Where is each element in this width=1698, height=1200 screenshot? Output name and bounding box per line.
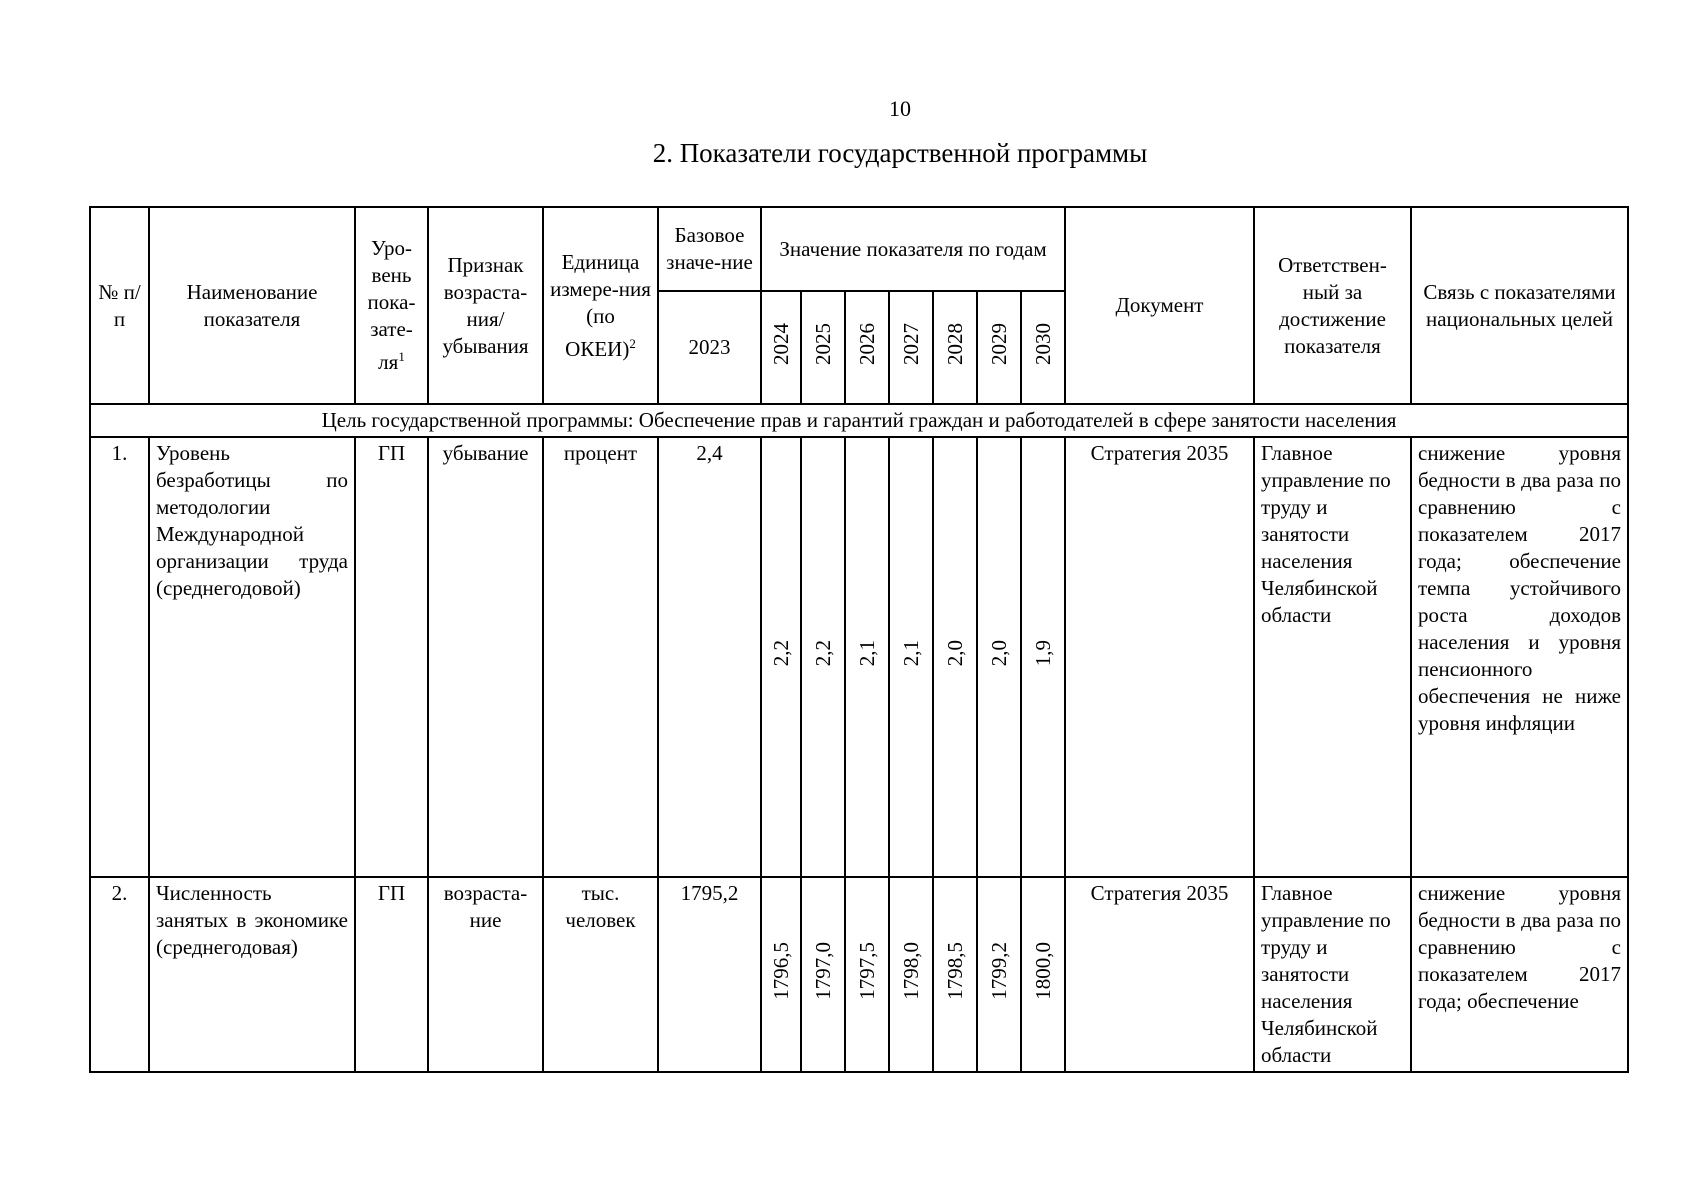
value-text: 1,9 (1030, 640, 1055, 667)
header-num: № п/п (90, 207, 149, 404)
value-text: 2,0 (942, 640, 967, 667)
row-value-2029 (977, 877, 1021, 1072)
table-row (90, 437, 1628, 877)
value-text: 1796,5 (768, 942, 793, 1000)
row-level: ГП (355, 877, 428, 1072)
header-year-label: 2026 (854, 323, 879, 365)
value-text: 2,1 (854, 640, 879, 667)
row-name: Численность занятых в экономике (среднегодовая) (149, 877, 355, 1072)
header-year-label: 2025 (810, 323, 835, 365)
header-year-label: 2029 (986, 323, 1011, 365)
header-link: Связь с показателями национальных целей (1411, 207, 1628, 404)
row-document: Стратегия 2035 (1065, 877, 1254, 1072)
row-trend: убывание (428, 437, 543, 877)
value-text: 1797,5 (854, 942, 879, 1000)
value-text: 1800,0 (1030, 942, 1055, 1000)
value-text: 2,0 (986, 640, 1011, 667)
row-unit: процент (543, 437, 658, 877)
header-level-text: Уро-вень пока-зате-ля (367, 236, 416, 374)
header-year-label: 2027 (898, 323, 923, 365)
table-row (90, 877, 1628, 1072)
value-text: 2,1 (898, 640, 923, 667)
header-year-2030 (1021, 291, 1065, 404)
row-value-2025 (801, 437, 845, 877)
row-value-2027 (889, 877, 933, 1072)
row-document: Стратегия 2035 (1065, 437, 1254, 877)
header-responsible: Ответствен-ный за достижение показателя (1254, 207, 1411, 404)
row-level: ГП (355, 437, 428, 877)
header-level (355, 207, 428, 404)
header-year-2024 (761, 291, 801, 404)
header-year-label: 2030 (1030, 323, 1055, 365)
row-unit: тыс. человек (543, 877, 658, 1072)
value-text: 1799,2 (986, 942, 1011, 1000)
header-document: Документ (1065, 207, 1254, 404)
header-base-year: 2023 (658, 291, 761, 404)
row-trend: возраста-ние (428, 877, 543, 1072)
row-responsible: Главное управление по труду и занятости населения Челябинской области (1254, 877, 1411, 1072)
row-value-2028 (933, 877, 977, 1072)
value-text: 1798,5 (942, 942, 967, 1000)
header-year-label: 2024 (768, 323, 793, 365)
row-value-2026 (845, 437, 889, 877)
header-year-2027 (889, 291, 933, 404)
value-text: 1798,0 (898, 942, 923, 1000)
row-num: 2. (90, 877, 149, 1072)
row-value-2030 (1021, 877, 1065, 1072)
program-goal: Цель государственной программы: Обеспечение прав и гарантий граждан и работодателей в сфере занятости населения (90, 404, 1628, 437)
header-level-note: 1 (398, 349, 405, 364)
header-year-2028 (933, 291, 977, 404)
header-year-2029 (977, 291, 1021, 404)
row-value-2024 (761, 877, 801, 1072)
row-value-2028 (933, 437, 977, 877)
row-value-2024 (761, 437, 801, 877)
header-year-label: 2028 (942, 323, 967, 365)
row-value-2027 (889, 437, 933, 877)
row-num: 1. (90, 437, 149, 877)
header-name: Наименование показателя (149, 207, 355, 404)
row-name: Уровень безработицы по методологии Международной организации труда (среднегодовой) (149, 437, 355, 877)
header-unit-text: Единица измере-ния (по ОКЕИ) (550, 249, 651, 361)
page-number: 10 (889, 96, 911, 121)
header-year-2025 (801, 291, 845, 404)
header-unit (543, 207, 658, 404)
row-base-value: 1795,2 (658, 877, 761, 1072)
header-unit-note: 2 (629, 335, 636, 351)
row-value-2029 (977, 437, 1021, 877)
row-link: снижение уровня бедности в два раза по сравнению с показателем 2017 года; обеспечение (1411, 877, 1628, 1072)
row-link: снижение уровня бедности в два раза по сравнению с показателем 2017 года; обеспечение темпа устойчивого роста доходов населения и уровня пенсионного обеспечения не ниже уровня инфляции (1411, 437, 1628, 877)
header-trend: Признак возраста-ния/ убывания (428, 207, 543, 404)
row-responsible: Главное управление по труду и занятости населения Челябинской области (1254, 437, 1411, 877)
section-title: 2. Показатели государственной программы (652, 138, 1148, 168)
value-text: 1797,0 (810, 942, 835, 1000)
row-value-2026 (845, 877, 889, 1072)
value-text: 2,2 (768, 640, 793, 667)
header-year-2026 (845, 291, 889, 404)
value-text: 2,2 (810, 640, 835, 667)
header-base: Базовое значе-ние (658, 207, 761, 291)
indicators-table (89, 206, 1629, 1073)
row-base-value: 2,4 (658, 437, 761, 877)
row-value-2030 (1021, 437, 1065, 877)
header-values-by-year: Значение показателя по годам (761, 207, 1065, 291)
row-value-2025 (801, 877, 845, 1072)
